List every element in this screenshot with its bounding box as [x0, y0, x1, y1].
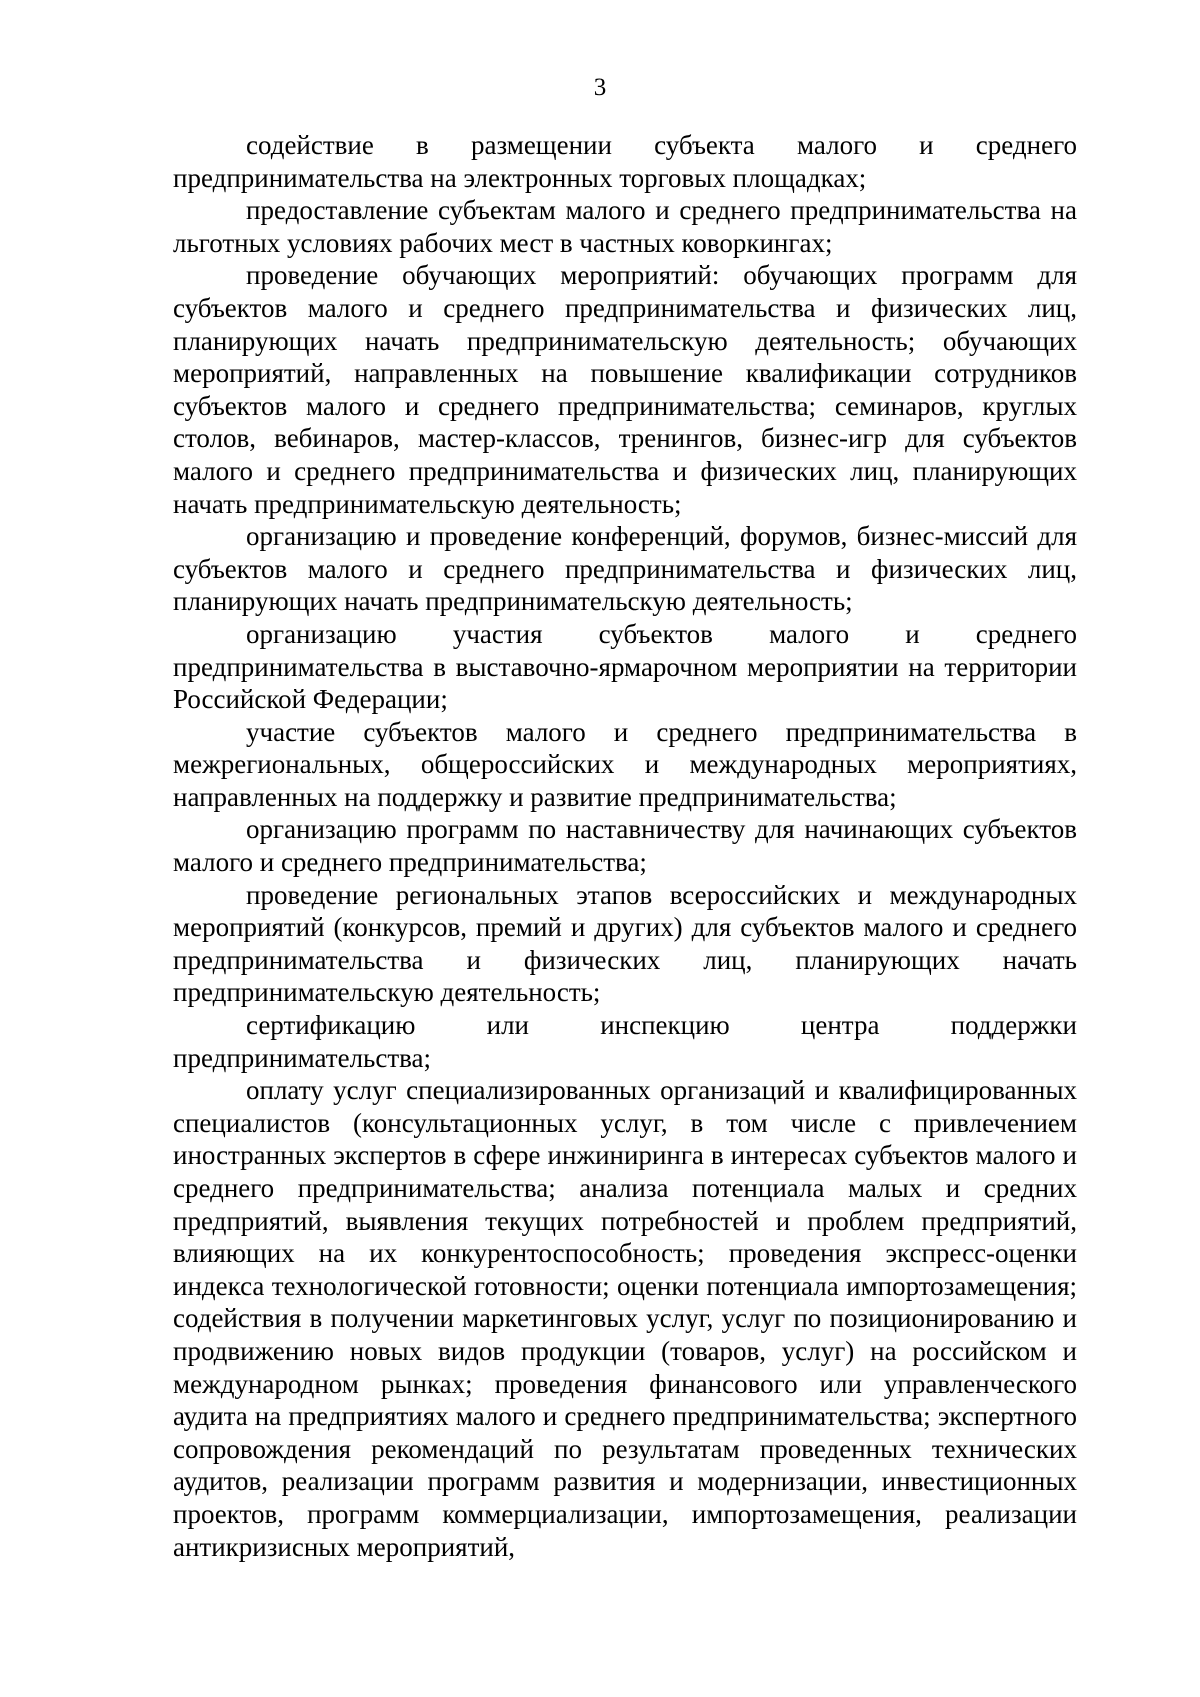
- paragraph-interregional-events: участие субъектов малого и среднего предпринимательства в межрегиональных, общероссийских и международных мероприятиях, направленных на поддержку и развитие предпринимательства;: [173, 716, 1077, 812]
- page-number: 3: [593, 74, 607, 101]
- paragraph-electronic-trading: содействие в размещении субъекта малого и среднего предпринимательства на электронных торговых площадках;: [173, 130, 1077, 193]
- paragraph-regional-stages: проведение региональных этапов всероссийских и международных мероприятий (конкурсов, премий и других) для субъектов малого и среднего предпринимательства и физических лиц, планирующих начать предпринимательскую деятельность;: [173, 879, 1077, 1008]
- paragraph-exhibition: организацию участия субъектов малого и среднего предпринимательства в выставочно-ярмарочном мероприятии на территории Российской Федерации;: [173, 618, 1077, 715]
- paragraph-coworking: предоставление субъектам малого и среднего предпринимательства на льготных условиях рабочих мест в частных коворкингах;: [173, 195, 1077, 258]
- paragraph-conferences: организацию и проведение конференций, форумов, бизнес-миссий для субъектов малого и среднего предпринимательства и физических лиц, планирующих начать предпринимательскую деятельность;: [173, 521, 1077, 617]
- document-body: [173, 129, 1077, 1563]
- paragraph-mentoring: организацию программ по наставничеству для начинающих субъектов малого и среднего предпринимательства;: [173, 814, 1077, 878]
- paragraph-training-events: проведение обучающих мероприятий: обучающих программ для субъектов малого и среднего предпринимательства и физических лиц, планирующих начать предпринимательскую деятельность; обучающих мероприятий, направленных на повышение квалификации сотрудников субъектов малого и среднего предпринимательства; семинаров, круглых столов, вебинаров, мастер-классов, тренингов, бизнес-игр для субъектов малого и среднего предпринимательства и физических лиц, планирующих начать предпринимательскую деятельность;: [173, 260, 1077, 519]
- paragraph-specialist-services: оплату услуг специализированных организаций и квалифицированных специалистов (консультационных услуг, в том числе с привлечением иностранных экспертов в сфере инжиниринга в интересах субъектов малого и среднего предпринимательства; анализа потенциала малых и средних предприятий, выявления текущих потребностей и проблем предприятий, влияющих на их конкурентоспособность; проведения экспресс-оценки индекса технологической готовности; оценки потенциала импортозамещения; содействия в получении маркетинговых услуг, услуг по позиционированию и продвижению новых видов продукции (товаров, услуг) на российском и международном рынках; проведения финансового или управленческого аудита на предприятиях малого и среднего предпринимательства; экспертного сопровождения рекомендаций по результатам проведенных технических аудитов, реализации программ развития и модернизации, инвестиционных проектов, программ коммерциализации, импортозамещения, реализации антикризисных мероприятий,: [173, 1075, 1077, 1562]
- paragraph-certification: сертификацию или инспекцию центра поддержки предпринимательства;: [173, 1010, 1077, 1073]
